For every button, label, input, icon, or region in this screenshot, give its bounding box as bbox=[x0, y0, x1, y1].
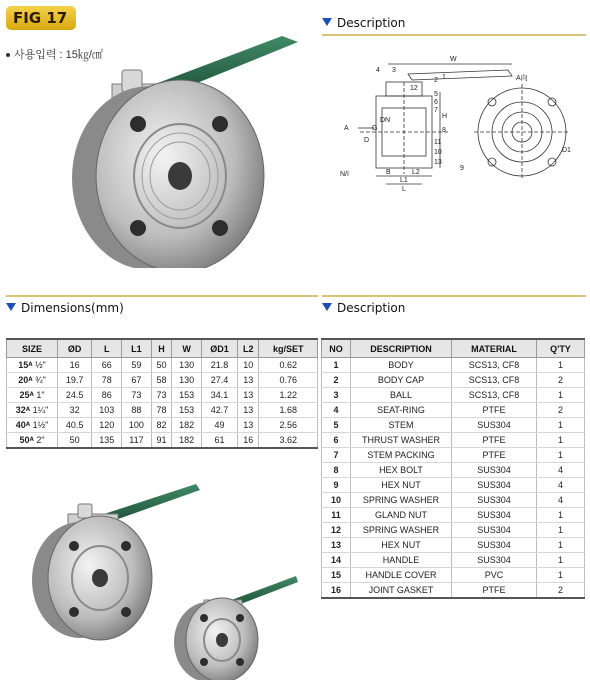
table-row bbox=[322, 508, 585, 523]
material-cell: PTFE bbox=[452, 403, 537, 418]
cell: 1.68 bbox=[259, 403, 318, 418]
material-cell: PTFE bbox=[452, 433, 537, 448]
cell: 13 bbox=[238, 403, 259, 418]
cell: 1.22 bbox=[259, 388, 318, 403]
table-row bbox=[7, 403, 318, 418]
cell: 3.62 bbox=[259, 433, 318, 449]
cell: 182 bbox=[172, 418, 202, 433]
no: 16 bbox=[322, 583, 351, 599]
cell: 32 bbox=[58, 403, 92, 418]
qty-cell: 1 bbox=[537, 358, 585, 373]
dim-g-label: G bbox=[372, 125, 378, 132]
material-cell: SUS304 bbox=[452, 523, 537, 538]
heading-triangle-icon bbox=[322, 18, 332, 26]
qty-cell: 4 bbox=[537, 478, 585, 493]
table-row bbox=[7, 388, 318, 403]
no: 13 bbox=[322, 538, 351, 553]
size-inch: 2" bbox=[36, 435, 45, 445]
cell: 73 bbox=[122, 388, 152, 403]
no: 3 bbox=[322, 388, 351, 403]
material-cell: SCS13, CF8 bbox=[452, 373, 537, 388]
table-row bbox=[322, 403, 585, 418]
heading-rule bbox=[6, 295, 318, 297]
table-row bbox=[322, 358, 585, 373]
qty-cell: 1 bbox=[537, 418, 585, 433]
dim-ni-label: N/I bbox=[340, 171, 349, 178]
cell: 21.8 bbox=[201, 358, 237, 373]
technical-drawing bbox=[330, 52, 582, 192]
cell: 103 bbox=[92, 403, 122, 418]
description-heading-top bbox=[322, 16, 405, 30]
qty-cell: 2 bbox=[537, 583, 585, 599]
col-d1: ØD1 bbox=[201, 339, 237, 358]
cell: 117 bbox=[122, 433, 152, 449]
no: 11 bbox=[322, 508, 351, 523]
description-heading-bottom bbox=[322, 301, 405, 315]
dim-w-label: W bbox=[450, 56, 457, 63]
callout-10: 10 bbox=[434, 149, 442, 156]
cell: 73 bbox=[151, 388, 171, 403]
table-row bbox=[7, 418, 318, 433]
cell: 42.7 bbox=[201, 403, 237, 418]
material-cell: PTFE bbox=[452, 583, 537, 599]
cell: 13 bbox=[238, 418, 259, 433]
cell: 49 bbox=[201, 418, 237, 433]
dim-l2-label: L2 bbox=[412, 169, 420, 176]
cell: 40.5 bbox=[58, 418, 92, 433]
table-row bbox=[322, 553, 585, 568]
description-cell: BODY CAP bbox=[351, 373, 452, 388]
description-cell: BODY bbox=[351, 358, 452, 373]
table-row bbox=[322, 523, 585, 538]
dim-d1-label: D1 bbox=[562, 147, 571, 154]
col-l1: L1 bbox=[122, 339, 152, 358]
material-cell: SUS304 bbox=[452, 493, 537, 508]
cell: 88 bbox=[122, 403, 152, 418]
dim-d-label: D bbox=[364, 137, 370, 144]
no: 1 bbox=[322, 358, 351, 373]
cell: 78 bbox=[151, 403, 171, 418]
description-cell: GLAND NUT bbox=[351, 508, 452, 523]
material-cell: PTFE bbox=[452, 448, 537, 463]
size-inch: 1" bbox=[36, 390, 45, 400]
description-cell: STEM PACKING bbox=[351, 448, 452, 463]
dim-b-label: B bbox=[386, 169, 391, 176]
description-cell: SEAT-RING bbox=[351, 403, 452, 418]
callout-11: 11 bbox=[434, 139, 442, 146]
table-row bbox=[322, 583, 585, 599]
dim-a-label: A bbox=[344, 125, 349, 132]
size-inch: ¾" bbox=[35, 375, 46, 385]
description-cell: SPRING WASHER bbox=[351, 523, 452, 538]
working-pressure-text: 사용입력 : 15㎏/㎠ bbox=[14, 49, 103, 61]
cell: 61 bbox=[201, 433, 237, 449]
description-cell: HEX NUT bbox=[351, 478, 452, 493]
description-cell: HANDLE COVER bbox=[351, 568, 452, 583]
no: 12 bbox=[322, 523, 351, 538]
material-cell: SCS13, CF8 bbox=[452, 358, 537, 373]
no: 6 bbox=[322, 433, 351, 448]
callout-8: 8 bbox=[442, 127, 446, 134]
description-heading-top-text: Description bbox=[337, 16, 406, 30]
material-cell: SUS304 bbox=[452, 418, 537, 433]
col-l: L bbox=[92, 339, 122, 358]
no: 4 bbox=[322, 403, 351, 418]
callout-13: 13 bbox=[434, 159, 442, 166]
material-cell: SUS304 bbox=[452, 478, 537, 493]
col-h: H bbox=[151, 339, 171, 358]
heading-triangle-icon bbox=[322, 303, 332, 311]
col-kg: kg/SET bbox=[259, 339, 318, 358]
no: 15 bbox=[322, 568, 351, 583]
callout-9: 9 bbox=[460, 165, 464, 172]
description-cell: HANDLE bbox=[351, 553, 452, 568]
table-row bbox=[322, 493, 585, 508]
cell: 67 bbox=[122, 373, 152, 388]
dim-l-label: L bbox=[402, 186, 406, 192]
table-row bbox=[322, 538, 585, 553]
cell: 27.4 bbox=[201, 373, 237, 388]
size-mm: 15ᴬ bbox=[18, 360, 33, 370]
table-row bbox=[322, 373, 585, 388]
cell: 130 bbox=[172, 373, 202, 388]
heading-triangle-icon bbox=[6, 303, 16, 311]
table-row bbox=[322, 568, 585, 583]
qty-cell: 2 bbox=[537, 403, 585, 418]
description-cell: SPRING WASHER bbox=[351, 493, 452, 508]
dimensions-heading-text: Dimensions(mm) bbox=[21, 301, 124, 315]
size-mm: 20ᴬ bbox=[18, 375, 33, 385]
dimensions-heading bbox=[6, 301, 124, 315]
cell: 66 bbox=[92, 358, 122, 373]
no: 10 bbox=[322, 493, 351, 508]
cell: 78 bbox=[92, 373, 122, 388]
callout-12: 12 bbox=[410, 85, 418, 92]
cell: 0.62 bbox=[259, 358, 318, 373]
callout-7: 7 bbox=[434, 107, 438, 114]
qty-cell: 1 bbox=[537, 433, 585, 448]
table-row bbox=[322, 448, 585, 463]
table-row bbox=[7, 433, 318, 449]
qty-cell: 1 bbox=[537, 448, 585, 463]
col-no: NO bbox=[322, 339, 351, 358]
material-cell: SCS13, CF8 bbox=[452, 388, 537, 403]
dim-dn-label: DN bbox=[380, 117, 391, 124]
cell: 59 bbox=[122, 358, 152, 373]
size-inch: 1½" bbox=[32, 420, 49, 430]
cell: 19.7 bbox=[58, 373, 92, 388]
size-mm: 40ᴬ bbox=[15, 420, 31, 430]
cell: 50 bbox=[151, 358, 171, 373]
bullet-icon bbox=[6, 53, 10, 57]
callout-6: 6 bbox=[434, 99, 438, 106]
cell: 82 bbox=[151, 418, 171, 433]
heading-rule bbox=[322, 34, 586, 36]
table-row bbox=[322, 478, 585, 493]
material-cell: SUS304 bbox=[452, 508, 537, 523]
fig-label: FIG 17 bbox=[6, 6, 76, 30]
cell: 13 bbox=[238, 388, 259, 403]
cell: 135 bbox=[92, 433, 122, 449]
qty-cell: 1 bbox=[537, 538, 585, 553]
dim-h-label: H bbox=[442, 113, 448, 120]
col-l2: L2 bbox=[238, 339, 259, 358]
qty-cell: 1 bbox=[537, 553, 585, 568]
table-row bbox=[322, 433, 585, 448]
no: 5 bbox=[322, 418, 351, 433]
ball-valve-photo-large bbox=[42, 28, 312, 268]
size-mm: 32ᴬ bbox=[15, 405, 31, 415]
material-cell: SUS304 bbox=[452, 463, 537, 478]
qty-cell: 2 bbox=[537, 373, 585, 388]
description-cell: THRUST WASHER bbox=[351, 433, 452, 448]
col-w: W bbox=[172, 339, 202, 358]
description-cell: STEM bbox=[351, 418, 452, 433]
cell: 86 bbox=[92, 388, 122, 403]
cell: 16 bbox=[238, 433, 259, 449]
size-mm: 25ᴬ bbox=[19, 390, 34, 400]
material-cell: SUS304 bbox=[452, 553, 537, 568]
no: 7 bbox=[322, 448, 351, 463]
material-cell: PVC bbox=[452, 568, 537, 583]
description-cell: HEX NUT bbox=[351, 538, 452, 553]
cell: 50 bbox=[58, 433, 92, 449]
cell: 13 bbox=[238, 373, 259, 388]
table-row bbox=[322, 463, 585, 478]
callout-3: 3 bbox=[392, 67, 396, 74]
col-qty: Q'TY bbox=[537, 339, 585, 358]
no: 14 bbox=[322, 553, 351, 568]
cell: 58 bbox=[151, 373, 171, 388]
dimensions-header-row bbox=[7, 339, 318, 358]
material-cell: SUS304 bbox=[452, 538, 537, 553]
cell: 34.1 bbox=[201, 388, 237, 403]
cell: 16 bbox=[58, 358, 92, 373]
description-heading-bottom-text: Description bbox=[337, 301, 406, 315]
no: 8 bbox=[322, 463, 351, 478]
description-cell: JOINT GASKET bbox=[351, 583, 452, 599]
table-row bbox=[7, 358, 318, 373]
table-row bbox=[7, 373, 318, 388]
col-d: ØD bbox=[58, 339, 92, 358]
size-inch: 1¼" bbox=[32, 405, 49, 415]
cell: 91 bbox=[151, 433, 171, 449]
qty-cell: 1 bbox=[537, 508, 585, 523]
size-mm: 50ᴬ bbox=[19, 435, 34, 445]
qty-cell: 4 bbox=[537, 493, 585, 508]
cell: 120 bbox=[92, 418, 122, 433]
dim-l1-label: L1 bbox=[400, 177, 408, 184]
qty-cell: 1 bbox=[537, 388, 585, 403]
description-cell: BALL bbox=[351, 388, 452, 403]
qty-cell: 4 bbox=[537, 463, 585, 478]
cell: 153 bbox=[172, 403, 202, 418]
callout-5: 5 bbox=[434, 91, 438, 98]
callout-4: 4 bbox=[376, 67, 380, 74]
cell: 100 bbox=[122, 418, 152, 433]
qty-cell: 1 bbox=[537, 523, 585, 538]
cell: 10 bbox=[238, 358, 259, 373]
qty-cell: 1 bbox=[537, 568, 585, 583]
parts-header-row bbox=[322, 339, 585, 358]
size-inch: ½" bbox=[35, 360, 46, 370]
col-material: MATERIAL bbox=[452, 339, 537, 358]
cell: 24.5 bbox=[58, 388, 92, 403]
cell: 2.56 bbox=[259, 418, 318, 433]
cell: 182 bbox=[172, 433, 202, 449]
description-cell: HEX BOLT bbox=[351, 463, 452, 478]
dimensions-table bbox=[6, 338, 318, 449]
cell: 0.76 bbox=[259, 373, 318, 388]
callout-1: 1 bbox=[442, 74, 446, 81]
parts-table bbox=[321, 338, 585, 599]
ball-valve-photo-pair bbox=[28, 480, 308, 680]
no: 9 bbox=[322, 478, 351, 493]
table-row bbox=[322, 388, 585, 403]
heading-rule bbox=[322, 295, 586, 297]
col-description: DESCRIPTION bbox=[351, 339, 452, 358]
cell: 153 bbox=[172, 388, 202, 403]
no: 2 bbox=[322, 373, 351, 388]
cell: 130 bbox=[172, 358, 202, 373]
col-size: SIZE bbox=[7, 339, 58, 358]
callout-2: 2 bbox=[434, 77, 438, 84]
view-a-label: A向 bbox=[516, 75, 528, 82]
table-row bbox=[322, 418, 585, 433]
